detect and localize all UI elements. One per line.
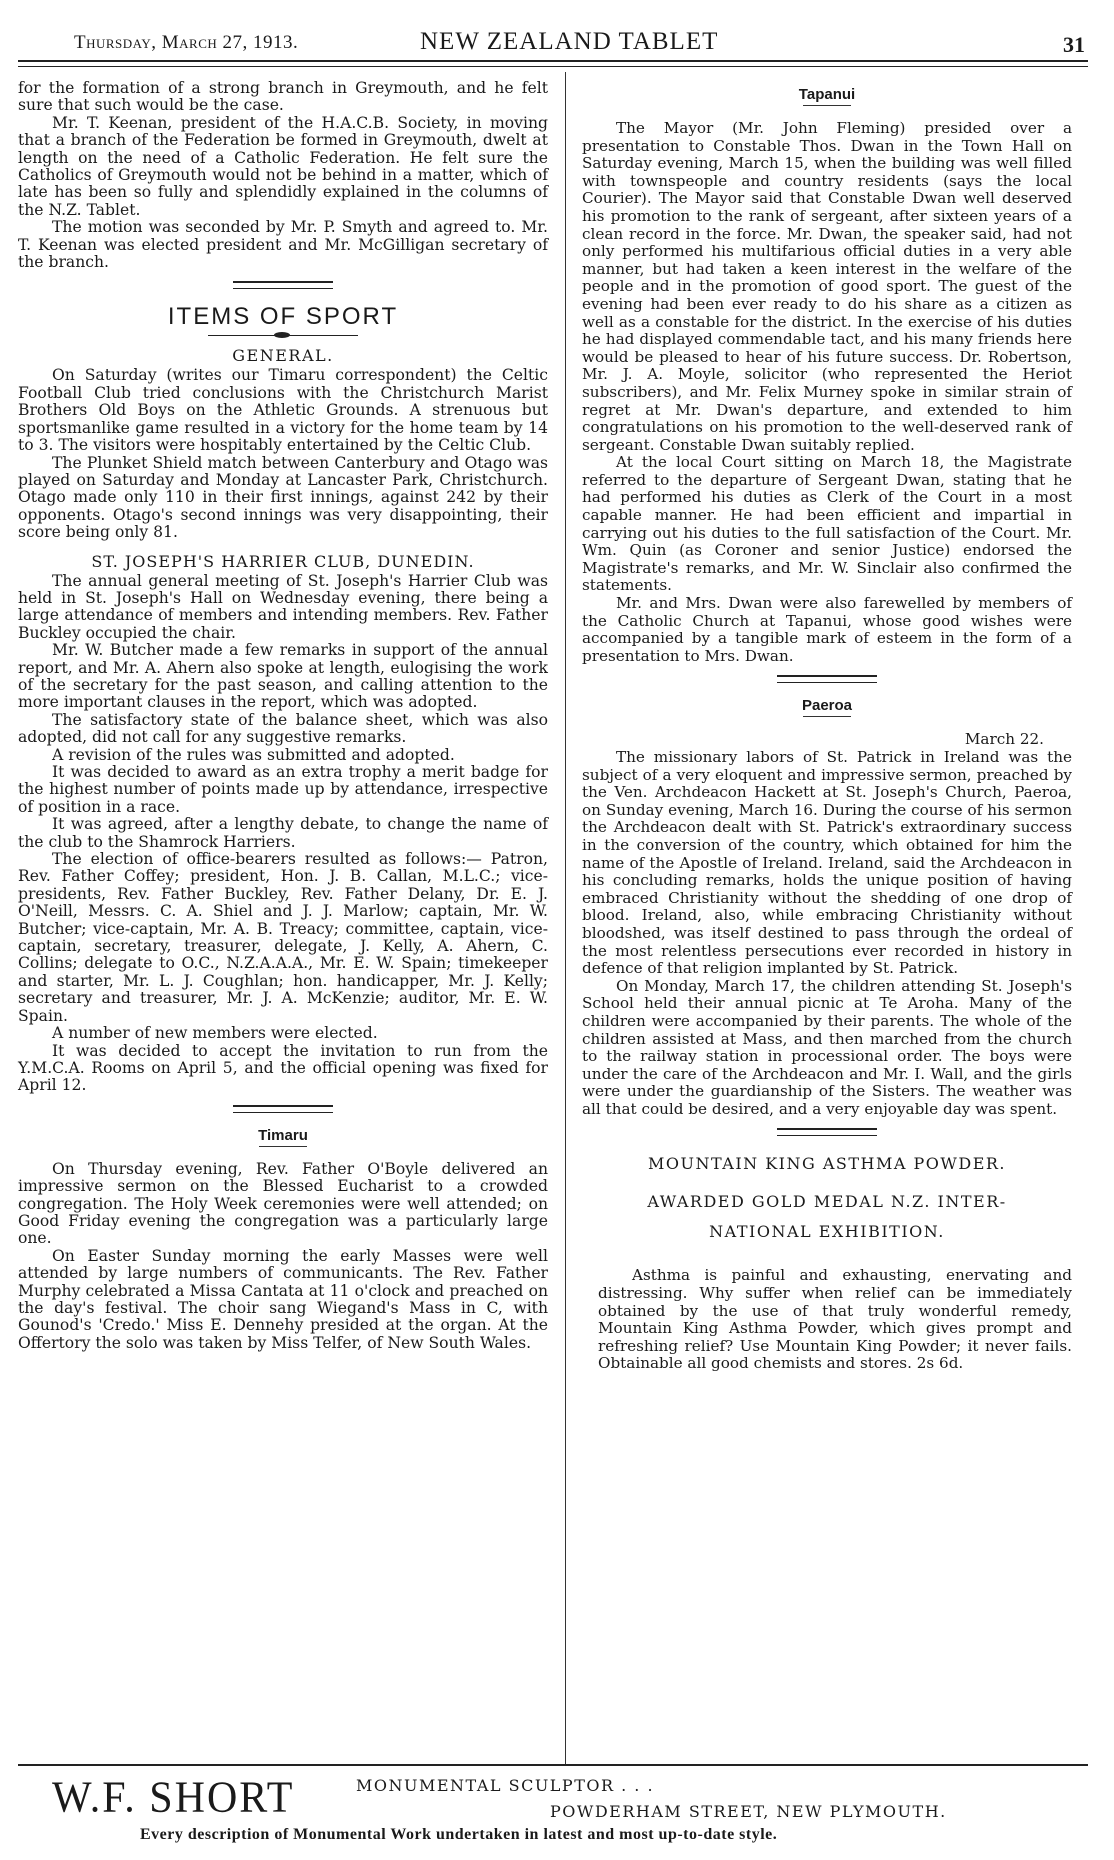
paragraph: On Easter Sunday morning the early Masses were well attended by large numbers of communicants. The Rev. Father Murphy celebrated a Missa Cantata at 11 o'clock and preached on the day's festival. The choir sang Wiegand's Mass in C, with Gounod's 'Credo.' Miss E. Dennehy presided at the organ. At the Offertory the solo was taken by Miss Telfer, of New South Wales.: [18, 1246, 548, 1352]
header-rule: [18, 60, 1088, 62]
heading-rule: [803, 105, 851, 106]
advertiser-tagline: Every description of Monumental Work undertaken in latest and most up-to-date style.: [140, 1826, 778, 1843]
harrier-heading: ST. JOSEPH'S HARRIER CLUB, DUNEDIN.: [91, 551, 475, 571]
sport-section-title: ITEMS OF SPORT: [167, 303, 399, 331]
paragraph: The Mayor (Mr. John Fleming) presided over a presentation to Constable Thos. Dwan in the Town Hall on Saturday evening, March 15, when the building was well filled with townspeople and country residents (says the local Courier). The Mayor said that Constable Dwan well deserved his promotion to the rank of sergeant, after sixteen years of a clean record in the force. Mr. Dwan, the speaker said, had not only performed his multifarious official duties in a very able manner, but had taken a keen interest in the welfare of the people and in the promotion of good sport. The guest of the evening had been ever ready to do his share as a citizen as well as a constable for the district. In the exercise of his duties he had displayed commendable tact, and his many friends here would be pleased to hear of his future success. Dr. Robertson, Mr. J. A. Moyle, solicitor (who represented the Heriot subscribers), and Mr. Felix Murney spoke in similar strain of regret at Mr. Dwan's departure, and extended to him congratulations on his promotion to the well-deserved rank of sergeant. Constable Dwan suitably replied.: [582, 119, 1072, 454]
advertiser-address: POWDERHAM STREET, NEW PLYMOUTH.: [550, 1802, 947, 1821]
advertisement-body: Asthma is painful and exhausting, enervating and distressing. Why suffer when relief can be immediately obtained by the use of that truly wonderful remedy, Mountain King Asthma Powder, which gives prompt and refreshing relief? Use Mountain King Powder; it never fails. Obtainable all good chemists and stores. 2s 6d.: [598, 1266, 1072, 1373]
newspaper-title: NEW ZEALAND TABLET: [420, 28, 719, 55]
advertisement-heading: MOUNTAIN KING ASTHMA POWDER.: [647, 1154, 1006, 1174]
paragraph: The missionary labors of St. Patrick in Ireland was the subject of a very eloquent and impressive sermon, preached by the Ven. Archdeacon Hackett at St. Joseph's Church, Paeroa, on Sunday evening, March 16. During the course of his sermon the Archdeacon dealt with St. Patrick's extraordinary success in the conversion of the country, which obtained for him the name of the Apostle of Ireland. Ireland, said the Archdeacon in his concluding remarks, holds the unique position of having embraced Christianity without the shedding of one drop of blood. Ireland, also, while embracing Christianity without bloodshed, was itself destined to pass through the ordeal of the most relentless persecutions ever recorded in history in defence of that religion implanted by St. Patrick.: [582, 748, 1072, 978]
footer-rule: [18, 1764, 1088, 1766]
ornament-rule: [208, 335, 358, 336]
paragraph: Mr. and Mrs. Dwan were also farewelled by members of the Catholic Church at Tapanui, whose good wishes were accompanied by a tangible mark of esteem in the form of a presentation to Mrs. Dwan.: [582, 594, 1072, 665]
timaru-heading: Timaru: [258, 1126, 308, 1144]
paragraph: Mr. T. Keenan, president of the H.A.C.B. Society, in moving that a branch of the Federation be formed in Greymouth, dwelt at length on the need of a Catholic Federation. He felt sure the Catholics of Greymouth would not be behind in a matter, which of late has been so fully and splendidly explained in the columns of the N.Z. Tablet.: [18, 113, 548, 219]
advertiser-trade: MONUMENTAL SCULPTOR . . .: [356, 1776, 655, 1795]
paragraph: It was agreed, after a lengthy debate, to change the name of the club to the Shamrock Harriers.: [18, 815, 548, 851]
paragraph: On Thursday evening, Rev. Father O'Boyle delivered an impressive sermon on the Blessed Eucharist to a crowded congregation. The Holy Week ceremonies were well attended; on Good Friday evening the congregation was a particularly large one.: [18, 1159, 548, 1248]
paragraph: On Monday, March 17, the children attending St. Joseph's School held their annual picnic at Te Aroha. Many of the children were accompanied by their parents. The whole of the children assisted at Mass, and then marched from the church to the railway station in processional order. The boys were under the care of the Archdeacon and Mr. I. Wall, and the girls were under the guardianship of the Sisters. The weather was all that could be desired, and a very enjoyable day was spent.: [582, 976, 1072, 1118]
paragraph: The annual general meeting of St. Joseph's Harrier Club was held in St. Joseph's Hall on Wednesday evening, there being a large attendance of members and intending members. Rev. Father Buckley occupied the chair.: [18, 571, 548, 642]
page-header: [40, 26, 1085, 64]
paragraph: The election of office-bearers resulted as follows:— Patron, Rev. Father Coffey; president, Hon. J. B. Callan, M.L.C.; vice-presidents, Rev. Father Buckley, Rev. Father Delany, Dr. E. J. O'Neill, Messrs. C. A. Shiel and J. J. Marlow; captain, Mr. W. Butcher; vice-captain, Mr. A. B. Treacy; committee, captain, vice-captain, secretary, treasurer, delegate, J. Kelly, A. Ahern, C. Collins; delegate to O.C., N.Z.A.A.A., Mr. E. W. Spain; timekeeper and starter, Mr. L. J. Coughlan; hon. handicapper, Mr. J. Kelly; secretary and treasurer, Mr. J. A. McKenzie; auditor, Mr. E. W. Spain.: [18, 850, 548, 1025]
advertisement-subheading: [582, 1187, 1072, 1247]
heading-rule: [803, 716, 851, 717]
advertisement-subheading-line: AWARDED GOLD MEDAL N.Z. INTER-: [647, 1192, 1007, 1212]
advertiser-name: W.F. SHORT: [52, 1773, 295, 1823]
issue-date: Thursday, March 27, 1913.: [74, 32, 299, 53]
right-column: [582, 80, 1072, 1373]
paragraph: On Saturday (writes our Timaru correspondent) the Celtic Football Club tried conclusions with the Christchurch Marist Brothers Old Boys on the Athletic Grounds. A strenuous but sportsmanlike game resulted in a victory for the home team by 14 to 3. The visitors were hospitably entertained by the Celtic Club.: [18, 366, 548, 455]
tapanui-heading: Tapanui: [798, 86, 856, 103]
section-separator: [777, 675, 877, 683]
section-separator: [777, 1128, 877, 1136]
paragraph: The Plunket Shield match between Canterbury and Otago was played on Saturday and Monday at Lancaster Park, Christchurch. Otago made only 110 in their first innings, against 242 by their opponents. Otago's second innings was very disappointing, their score being only 81.: [18, 453, 548, 542]
paragraph: It was decided to award as an extra trophy a merit badge for the highest number of points made up by attendance, irrespective of position in a race.: [18, 763, 548, 816]
paeroa-heading: Paeroa: [801, 697, 853, 715]
left-column: [18, 80, 548, 1352]
footer-advertisement: [40, 1770, 1090, 1850]
header-rule-thin: [18, 66, 1088, 67]
paragraph: The satisfactory state of the balance sheet, which was also adopted, did not call for any suggestive remarks.: [18, 710, 548, 747]
section-separator: [233, 1105, 333, 1113]
general-heading: GENERAL.: [232, 346, 334, 366]
column-divider: [565, 72, 566, 1764]
paragraph: A number of new members were elected.: [52, 1024, 378, 1043]
paragraph: A revision of the rules was submitted and adopted.: [52, 745, 455, 764]
page-number: 31: [1063, 32, 1085, 57]
paragraph: At the local Court sitting on March 18, the Magistrate referred to the departure of Sergeant Dwan, stating that he had performed his duties as Clerk of the Court in a most capable manner. He had been efficient and impartial in carrying out his duties to the full satisfaction of the Court. Mr. Wm. Quin (as Coroner and senior Justice) endorsed the Magistrate's remarks, and Mr. W. Sinclair also confirmed the statements.: [582, 453, 1072, 595]
section-separator: [233, 281, 333, 289]
paragraph: It was decided to accept the invitation to run from the Y.M.C.A. Rooms on April 5, and the official opening was fixed for April 12.: [18, 1041, 548, 1095]
paragraph: for the formation of a strong branch in Greymouth, and he felt sure that such would be the case.: [18, 79, 548, 115]
paragraph: Mr. W. Butcher made a few remarks in support of the annual report, and Mr. A. Ahern also spoke at length, eulogising the work of the secretary for the past season, and calling attention to the more important clauses in the report, which was adopted.: [18, 641, 548, 712]
heading-rule: [259, 1146, 307, 1147]
advertisement-subheading-line: NATIONAL EXHIBITION.: [709, 1222, 945, 1242]
dateline: March 22.: [964, 730, 1044, 749]
paragraph: The motion was seconded by Mr. P. Smyth and agreed to. Mr. T. Keenan was elected president and Mr. McGilligan secretary of the branch.: [18, 218, 548, 272]
